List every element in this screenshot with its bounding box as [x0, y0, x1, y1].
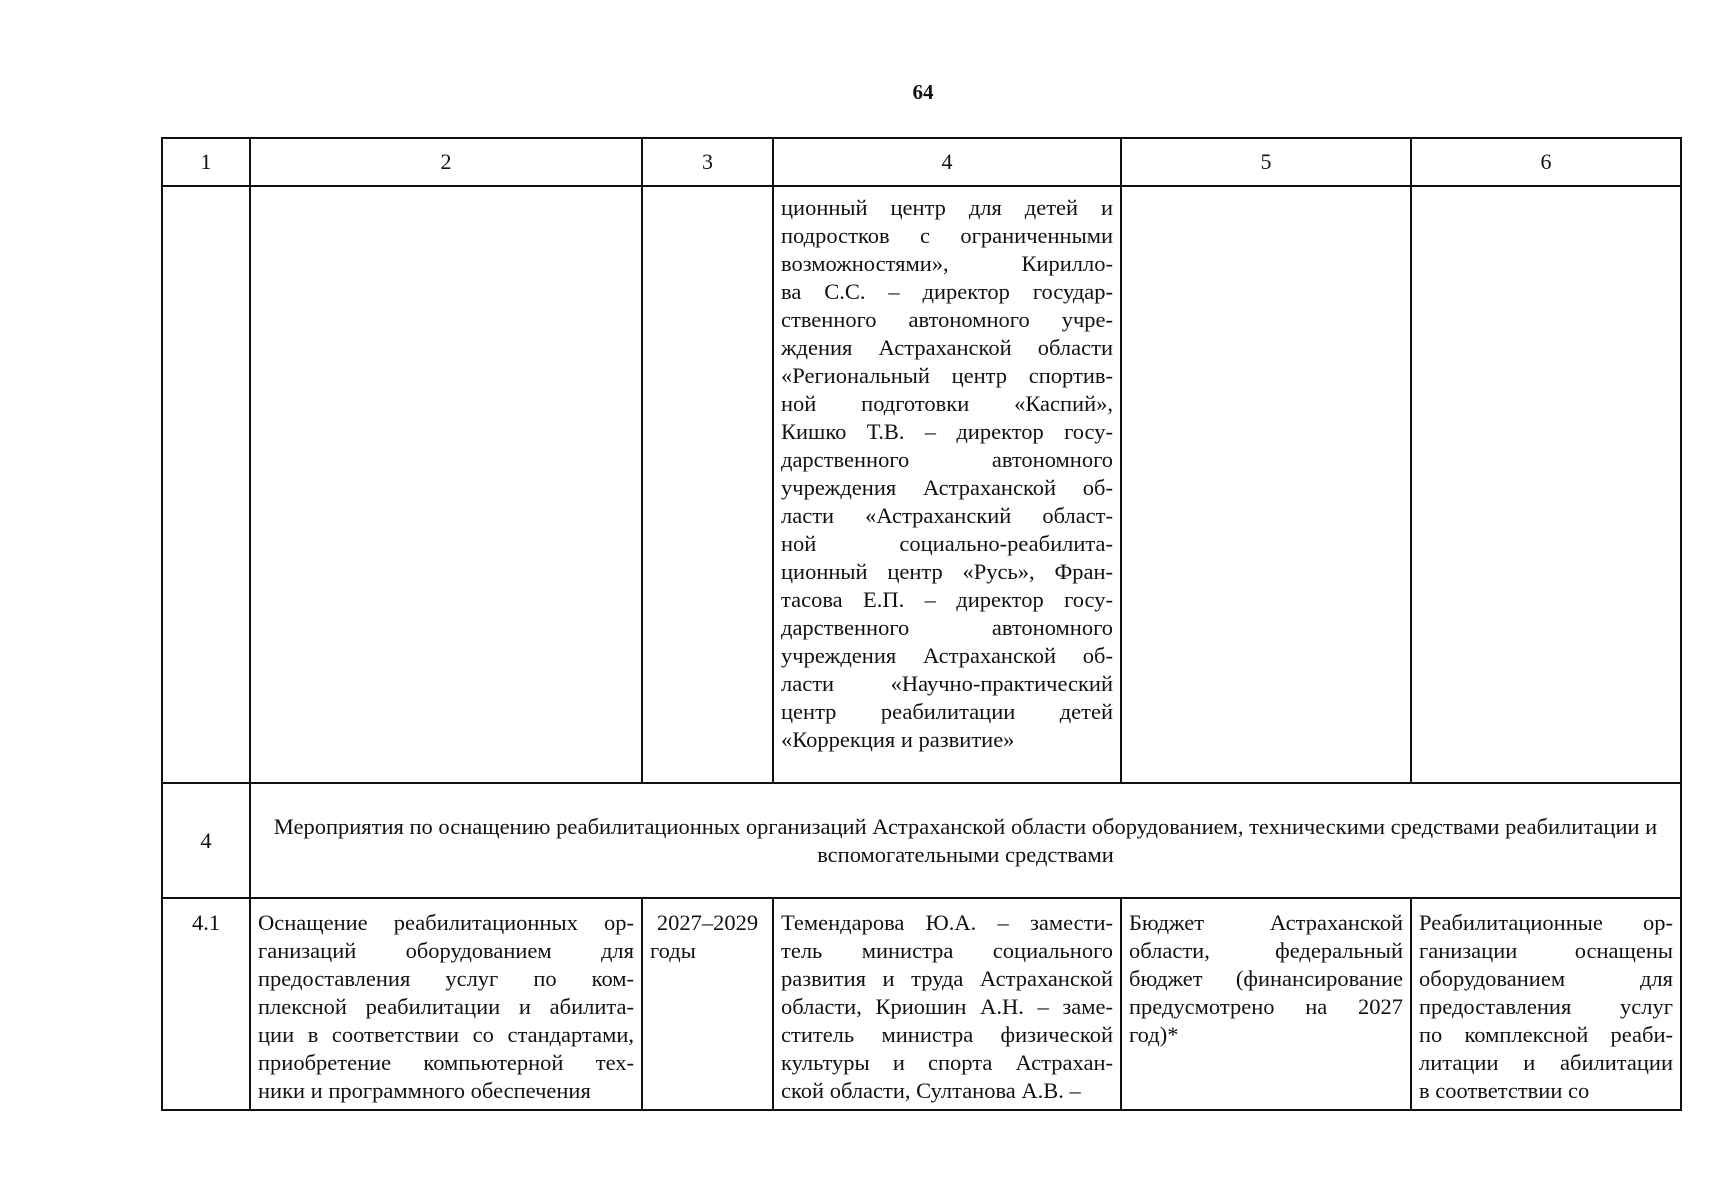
text-line: ститель министра физической: [781, 1022, 1113, 1047]
text-line: ной социально-реабилита-: [781, 531, 1113, 556]
column-header-3: 3: [642, 138, 773, 186]
row-number: 4.1: [162, 898, 250, 1110]
cell-empty: [250, 186, 642, 783]
text-line: ственного автономного учре-: [781, 307, 1113, 332]
text-line: тель министра социального: [781, 938, 1113, 963]
page-number: 64: [912, 80, 934, 104]
text-line: ционный центр для детей и: [781, 195, 1113, 220]
text-line: бюджет (финансирование: [1129, 966, 1403, 991]
cell-empty: [1121, 186, 1411, 783]
section-title: Мероприятия по оснащению реабилитационных организаций Астраханской области оборудованием, техническими средствами реабилитации и вспомогательными средствами: [250, 783, 1681, 898]
text-line: ционный центр «Русь», Фран-: [781, 559, 1113, 584]
text-line: предоставления услуг: [1419, 994, 1673, 1019]
responsible-persons-cell: [773, 186, 1121, 783]
text-line: Оснащение реабилитационных ор-: [258, 910, 634, 935]
section-number: 4: [162, 783, 250, 898]
responsible-persons-cell: [773, 898, 1121, 1110]
text-line: Бюджет Астраханской: [1129, 910, 1403, 935]
text-line: Кишко Т.В. – директор госу-: [781, 419, 1113, 444]
table-row-section: [162, 783, 1681, 898]
text-line: развития и труда Астраханской: [781, 966, 1113, 991]
cell-empty: [642, 186, 773, 783]
text-line: области, Криошин А.Н. – заме-: [781, 994, 1113, 1019]
text-line: ласти «Астраханский област-: [781, 503, 1113, 528]
text-line: учреждения Астраханской об-: [781, 475, 1113, 500]
text-line: ской области, Султанова А.В. –: [781, 1078, 1081, 1103]
funding-source-cell: [1121, 898, 1411, 1110]
text-line: культуры и спорта Астрахан-: [781, 1050, 1113, 1075]
column-header-4: 4: [773, 138, 1121, 186]
text-line: возможностями», Кирилло-: [781, 251, 1113, 276]
text-line: ласти «Научно-практический: [781, 671, 1113, 696]
text-line: ждения Астраханской области: [781, 335, 1113, 360]
column-header-6: 6: [1411, 138, 1681, 186]
text-line: год)*: [1129, 1022, 1179, 1047]
text-line: подростков с ограниченными: [781, 223, 1113, 248]
text-line: приобретение компьютерной тех-: [258, 1050, 634, 1075]
text-line: области, федеральный: [1129, 938, 1403, 963]
text-line: литации и абилитации: [1419, 1050, 1673, 1075]
text-line: центр реабилитации детей: [781, 699, 1113, 724]
text-line: Реабилитационные ор-: [1419, 910, 1673, 935]
table-row-continuation: [162, 186, 1681, 783]
text-line: ганизаций оборудованием для: [258, 938, 634, 963]
text-line: «Коррекция и развитие»: [781, 727, 1015, 752]
text-line: ной подготовки «Каспий»,: [781, 391, 1113, 416]
column-header-5: 5: [1121, 138, 1411, 186]
text-line: ции в соответствии со стандартами,: [258, 1022, 634, 1047]
text-line: учреждения Астраханской об-: [781, 643, 1113, 668]
text-line: предоставления услуг по ком-: [258, 966, 634, 991]
cell-empty: [162, 186, 250, 783]
text-line: «Региональный центр спортив-: [781, 363, 1113, 388]
text-line: ники и программного обеспечения: [258, 1078, 591, 1103]
text-line: в соответствии со: [1419, 1078, 1590, 1103]
text-line: годы: [650, 938, 696, 963]
period-cell: [642, 898, 773, 1110]
expected-result-cell: [1411, 898, 1681, 1110]
text-line: ганизации оснащены: [1419, 938, 1673, 963]
column-header-2: 2: [250, 138, 642, 186]
text-line: плексной реабилитации и абилита-: [258, 994, 634, 1019]
text-line: оборудованием для: [1419, 966, 1673, 991]
text-line: дарственного автономного: [781, 615, 1113, 640]
table-row-4-1: [162, 898, 1681, 1110]
measure-description-cell: [250, 898, 642, 1110]
text-line: предусмотрено на 2027: [1129, 994, 1403, 1019]
column-header-1: 1: [162, 138, 250, 186]
text-line: дарственного автономного: [781, 447, 1113, 472]
text-line: ва С.С. – директор государ-: [781, 279, 1113, 304]
measures-table: [161, 137, 1682, 1111]
text-line: Темендарова Ю.А. – замести-: [781, 910, 1113, 935]
cell-empty: [1411, 186, 1681, 783]
text-line: 2027–2029: [656, 910, 759, 935]
text-line: тасова Е.П. – директор госу-: [781, 587, 1113, 612]
column-header-row: [162, 138, 1681, 186]
text-line: по комплексной реаби-: [1419, 1022, 1673, 1047]
